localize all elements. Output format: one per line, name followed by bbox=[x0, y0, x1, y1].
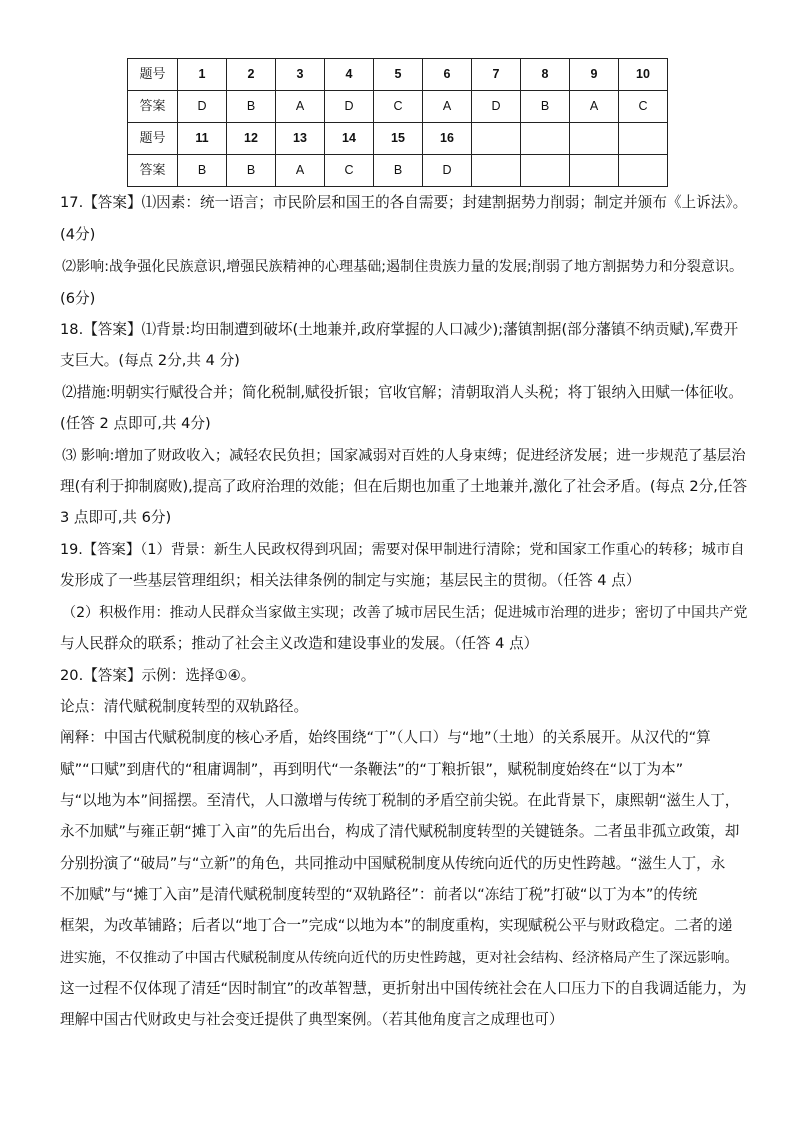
table-row bbox=[128, 123, 668, 155]
question-number-cell: 2 bbox=[227, 59, 276, 91]
text-line: 3 点即可,共 6分) bbox=[60, 509, 172, 526]
text-line: (任答 2 点即可,共 4分) bbox=[60, 415, 211, 432]
answer-cell: B bbox=[178, 155, 227, 187]
question-number-cell: 4 bbox=[325, 59, 374, 91]
text-line: 框架，为改革铺路；后者以“地丁合一”完成“以地为本”的制度重构，实现赋税公平与财政稳定。二者的递 bbox=[60, 917, 733, 934]
question-number-cell: 1 bbox=[178, 59, 227, 91]
row-header-cell: 题号 bbox=[128, 123, 178, 155]
question-number-cell bbox=[521, 123, 570, 155]
answer-cell: B bbox=[521, 91, 570, 123]
text-line: 与人民群众的联系；推动了社会主义改造和建设事业的发展。（任答 4 点） bbox=[60, 635, 539, 652]
text-line: 支巨大。(每点 2分,共 4 分) bbox=[60, 352, 240, 369]
answer-cell: C bbox=[325, 155, 374, 187]
text-line: 这一过程不仅体现了清廷“因时制宜”的改革智慧，更折射出中国传统社会在人口压力下的自我调适能力，为 bbox=[60, 980, 747, 997]
answer-cell bbox=[619, 155, 668, 187]
answer-cell: C bbox=[619, 91, 668, 123]
question-number-cell: 9 bbox=[570, 59, 619, 91]
text-line: 论点：清代赋税制度转型的双轨路径。 bbox=[60, 698, 309, 715]
text-line: 与“以地为本”间摇摆。至清代，人口激增与传统丁税制的矛盾空前尖锐。在此背景下，康熙朝“滋生人丁， bbox=[60, 792, 740, 809]
question-number-cell: 12 bbox=[227, 123, 276, 155]
answer-cell: A bbox=[570, 91, 619, 123]
text-line: 分别扮演了“破局”与“立新”的角色，共同推动中国赋税制度从传统向近代的历史性跨越。“滋生人丁，永 bbox=[60, 855, 726, 872]
table-row bbox=[128, 155, 668, 187]
answer-cell: C bbox=[374, 91, 423, 123]
answer-cell: D bbox=[178, 91, 227, 123]
text-line: 20.【答案】示例：选择①④。 bbox=[60, 667, 256, 684]
question-number-cell: 6 bbox=[423, 59, 472, 91]
text-line: (6分) bbox=[60, 290, 96, 307]
text-line: 17.【答案】⑴因素：统一语言；市民阶层和国王的各自需要；封建割据势力削弱；制定并颁布《上诉法》。 bbox=[60, 194, 748, 211]
question-number-cell bbox=[472, 123, 521, 155]
question-number-cell: 14 bbox=[325, 123, 374, 155]
answer-cell: A bbox=[276, 155, 325, 187]
text-line: 进实施，不仅推动了中国古代赋税制度从传统向近代的历史性跨越，更对社会结构、经济格局产生了深远影响。 bbox=[60, 950, 739, 966]
question-number-cell: 15 bbox=[374, 123, 423, 155]
answer-table bbox=[127, 58, 668, 187]
table-row bbox=[128, 91, 668, 123]
text-line: 赋”“口赋”到唐代的“租庸调制”，再到明代“一条鞭法”的“丁粮折银”，赋税制度始终在“以丁为本” bbox=[60, 761, 684, 778]
answer-cell: D bbox=[472, 91, 521, 123]
question-number-cell: 16 bbox=[423, 123, 472, 155]
row-header-cell: 答案 bbox=[128, 155, 178, 187]
answer-cell: D bbox=[325, 91, 374, 123]
question-number-cell: 13 bbox=[276, 123, 325, 155]
question-number-cell: 10 bbox=[619, 59, 668, 91]
answer-cell bbox=[521, 155, 570, 187]
table-row bbox=[128, 59, 668, 91]
answer-cell: B bbox=[227, 155, 276, 187]
answer-cell: A bbox=[276, 91, 325, 123]
answer-cell: B bbox=[374, 155, 423, 187]
text-line: 19.【答案】（1）背景：新生人民政权得到巩固；需要对保甲制进行清除；党和国家工作重心的转移；城市自 bbox=[60, 542, 745, 558]
text-line: （2）积极作用：推动人民群众当家做主实现；改善了城市居民生活；促进城市治理的进步；密切了中国共产党 bbox=[62, 605, 748, 621]
text-line: ⑵措施:明朝实行赋役合并；简化税制,赋役折银；官收官解；清朝取消人头税；将丁银纳入田赋一体征收。 bbox=[62, 384, 743, 401]
answer-cell bbox=[472, 155, 521, 187]
question-number-cell bbox=[570, 123, 619, 155]
question-number-cell: 5 bbox=[374, 59, 423, 91]
row-header-cell: 答案 bbox=[128, 91, 178, 123]
text-line: 永不加赋”与雍正朝“摊丁入亩”的先后出台，构成了清代赋税制度转型的关键链条。二者虽非孤立政策，却 bbox=[60, 823, 740, 840]
text-line: 理(有利于抑制腐败),提高了政府治理的效能；但在后期也加重了土地兼并,激化了社会矛盾。(每点 2分,任答 bbox=[60, 478, 748, 495]
answer-cell: D bbox=[423, 155, 472, 187]
answer-cell bbox=[570, 155, 619, 187]
row-header-cell: 题号 bbox=[128, 59, 178, 91]
text-line: 不加赋”与“摊丁入亩”是清代赋税制度转型的“双轨路径”：前者以“冻结丁税”打破“以丁为本”的传统 bbox=[60, 886, 698, 903]
question-number-cell: 7 bbox=[472, 59, 521, 91]
text-line: 阐释：中国古代赋税制度的核心矛盾，始终围绕“丁”（人口）与“地”（土地）的关系展开。从汉代的“算 bbox=[60, 729, 711, 746]
text-line: 发形成了一些基层管理组织；相关法律条例的制定与实施；基层民主的贯彻。（任答 4 点） bbox=[60, 572, 641, 589]
question-number-cell: 11 bbox=[178, 123, 227, 155]
text-line: (4分) bbox=[60, 226, 96, 243]
text-line: ⑵影响:战争强化民族意识,增强民族精神的心理基础;遏制住贵族力量的发展;削弱了地方割据势力和分裂意识。 bbox=[62, 259, 744, 275]
text-line: 理解中国古代财政史与社会变迁提供了典型案例。（若其他角度言之成理也可） bbox=[60, 1011, 564, 1028]
question-number-cell: 3 bbox=[276, 59, 325, 91]
question-number-cell: 8 bbox=[521, 59, 570, 91]
text-line: ⑶ 影响:增加了财政收入；减轻农民负担；国家减弱对百姓的人身束缚；促进经济发展；进一步规范了基层治 bbox=[62, 448, 746, 464]
answer-cell: B bbox=[227, 91, 276, 123]
text-line: 18.【答案】⑴背景:均田制遭到破坏(土地兼并,政府掌握的人口减少);藩镇割据(部分藩镇不纳贡赋),军费开 bbox=[60, 321, 739, 338]
answer-cell: A bbox=[423, 91, 472, 123]
question-number-cell bbox=[619, 123, 668, 155]
